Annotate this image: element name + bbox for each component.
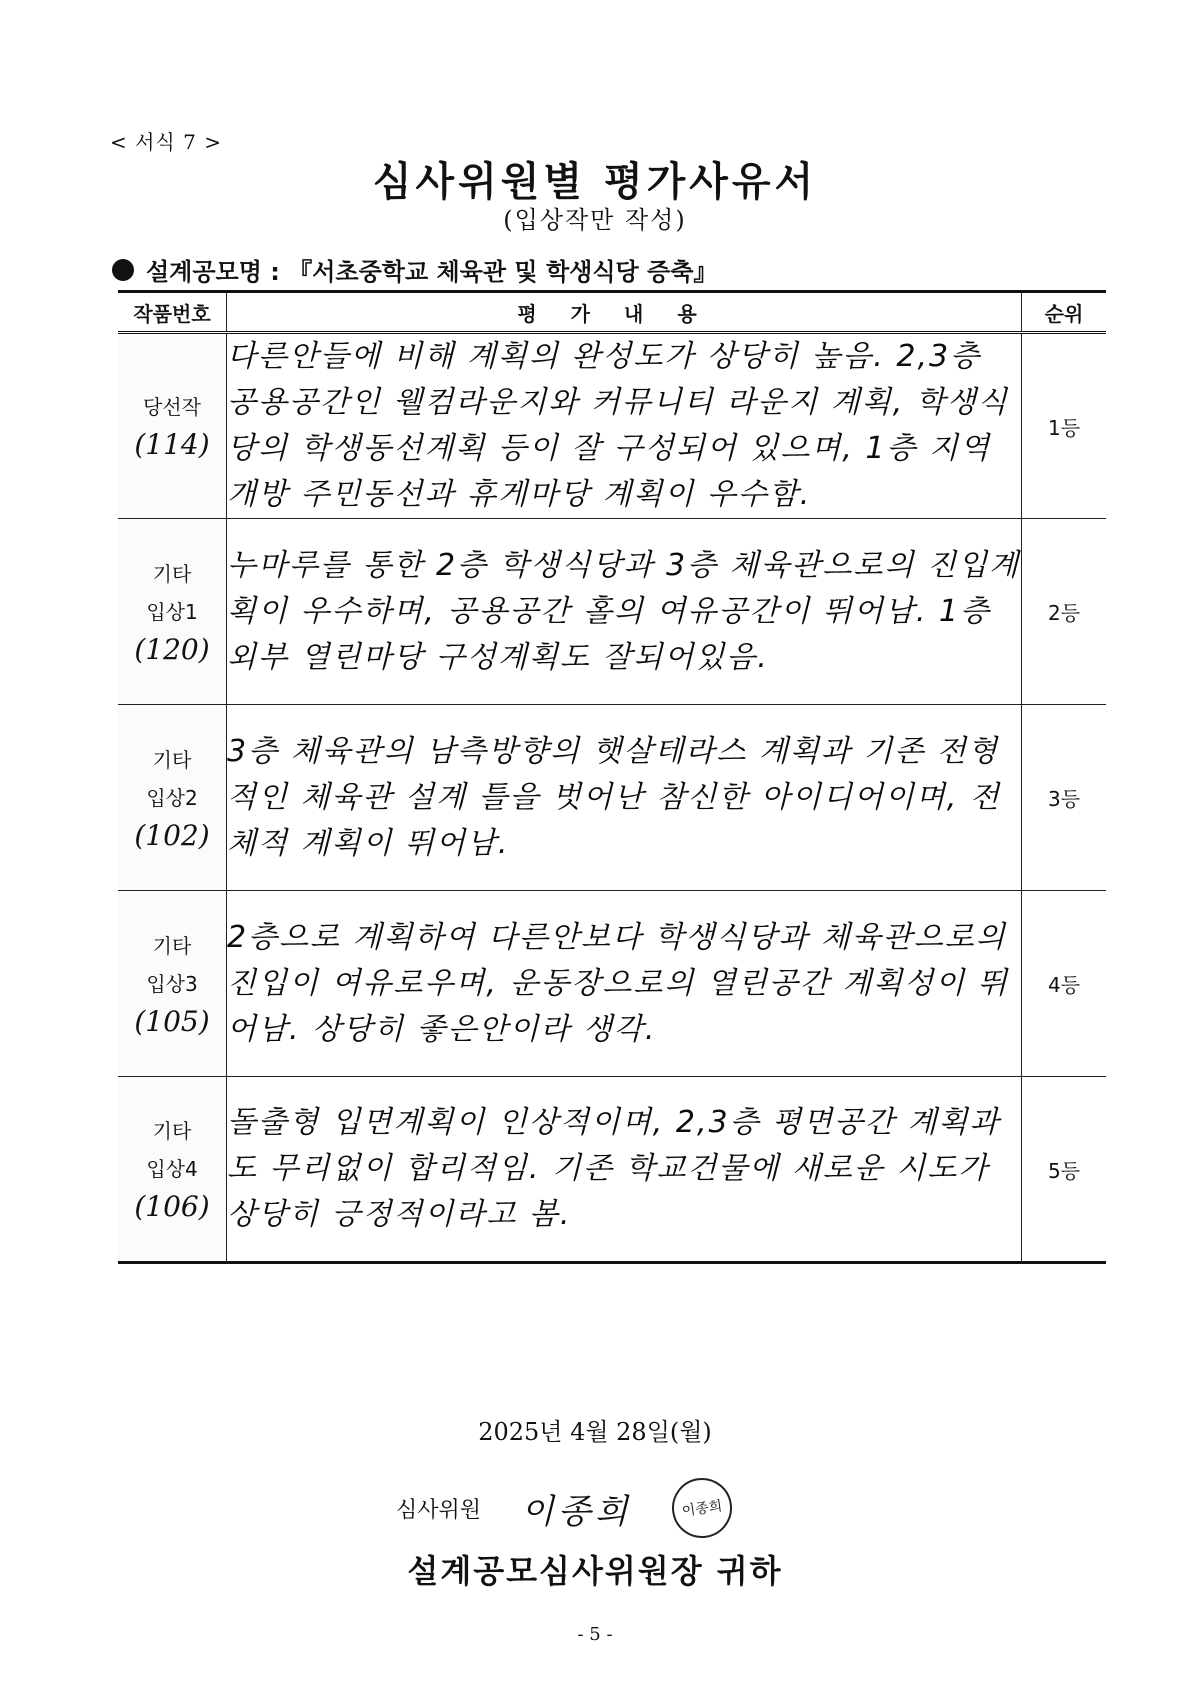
entry-number: (120) xyxy=(134,632,210,666)
entry-id-cell xyxy=(118,705,227,891)
entry-number: (106) xyxy=(134,1190,210,1223)
table-header-row xyxy=(118,292,1106,333)
entry-id-cell xyxy=(118,1077,227,1263)
table-row xyxy=(118,891,1106,1077)
table-row xyxy=(118,705,1106,891)
rank-value: 5등 xyxy=(1022,1077,1107,1263)
entry-sub-label: 입상1 xyxy=(146,599,198,624)
entry-category: 기타 xyxy=(152,747,192,772)
entry-id-cell xyxy=(118,891,227,1077)
rank-value: 4등 xyxy=(1022,891,1107,1077)
evaluation-text: 3층 체육관의 남측방향의 햇살테라스 계획과 기존 전형적인 체육관 설계 틀을 벗어난 참신한 아이디어이며, 전체적 계획이 뛰어남. xyxy=(227,705,1022,891)
table-row xyxy=(118,1077,1106,1263)
entry-number: (102) xyxy=(134,818,210,852)
entry-number: (105) xyxy=(134,1004,210,1038)
header-evaluation-content: 평가내용 xyxy=(227,292,1022,333)
header-entry-number: 작품번호 xyxy=(118,292,227,333)
document-title: 심사위원별 평가사유서 xyxy=(372,159,818,205)
table-row xyxy=(118,333,1106,519)
rank-value: 2등 xyxy=(1022,519,1107,705)
entry-category: 기타 xyxy=(152,933,192,958)
entry-number: (114) xyxy=(134,428,210,461)
table-row xyxy=(118,519,1106,705)
rank-value: 1등 xyxy=(1022,333,1107,519)
entry-category: 기타 xyxy=(152,1119,192,1143)
entry-sub-label: 입상2 xyxy=(146,785,198,810)
seal-stamp-icon: 이종희 xyxy=(668,1474,736,1542)
evaluation-date: 2025년 4월 28일(월) xyxy=(478,1418,712,1446)
signer-signature: 이종희 xyxy=(521,1491,632,1532)
entry-id-cell xyxy=(118,519,227,705)
evaluation-text: 돌출형 입면계획이 인상적이며, 2,3층 평면공간 계획과도 무리없이 합리적임. 기존 학교건물에 새로운 시도가 상당히 긍정적이라고 봄. xyxy=(227,1077,1022,1263)
entry-category: 기타 xyxy=(152,561,192,586)
addressee-line: 설계공모심사위원장 귀하 xyxy=(407,1552,783,1590)
signer-row xyxy=(396,1478,732,1538)
evaluation-text: 다른안들에 비해 계획의 완성도가 상당히 높음. 2,3층 공용공간인 웰컴라운지와 커뮤니티 라운지 계획, 학생식당의 학생동선계획 등이 잘 구성되어 있으며, 1층 지역개방 주민동선과 휴게마당 계획이 우수함. xyxy=(227,333,1022,519)
form-number-label: < 서식 7 > xyxy=(110,130,222,154)
bullet-icon xyxy=(112,259,134,281)
evaluation-text: 누마루를 통한 2층 학생식당과 3층 체육관으로의 진입계획이 우수하며, 공용공간 홀의 여유공간이 뛰어남. 1층 외부 열린마당 구성계획도 잘되어있음. xyxy=(227,519,1022,705)
rank-value: 3등 xyxy=(1022,705,1107,891)
entry-sub-label: 입상3 xyxy=(146,971,198,996)
header-rank: 순위 xyxy=(1022,292,1107,333)
entry-sub-label: 입상4 xyxy=(146,1157,198,1181)
document-subtitle: (입상작만 작성) xyxy=(503,206,687,234)
evaluation-text: 2층으로 계획하여 다른안보다 학생식당과 체육관으로의 진입이 여유로우며, 운동장으로의 열린공간 계획성이 뛰어남. 상당히 좋은안이라 생각. xyxy=(227,891,1022,1077)
contest-name-line xyxy=(112,252,717,287)
signer-label: 심사위원 xyxy=(396,1497,482,1523)
page-number: - 5 - xyxy=(577,1624,613,1645)
evaluation-table xyxy=(118,290,1106,1264)
contest-name: 설계공모명 : 『서초중학교 체육관 및 학생식당 증축』 xyxy=(146,258,718,286)
entry-category: 당선작 xyxy=(143,395,201,419)
entry-id-cell xyxy=(118,333,227,519)
